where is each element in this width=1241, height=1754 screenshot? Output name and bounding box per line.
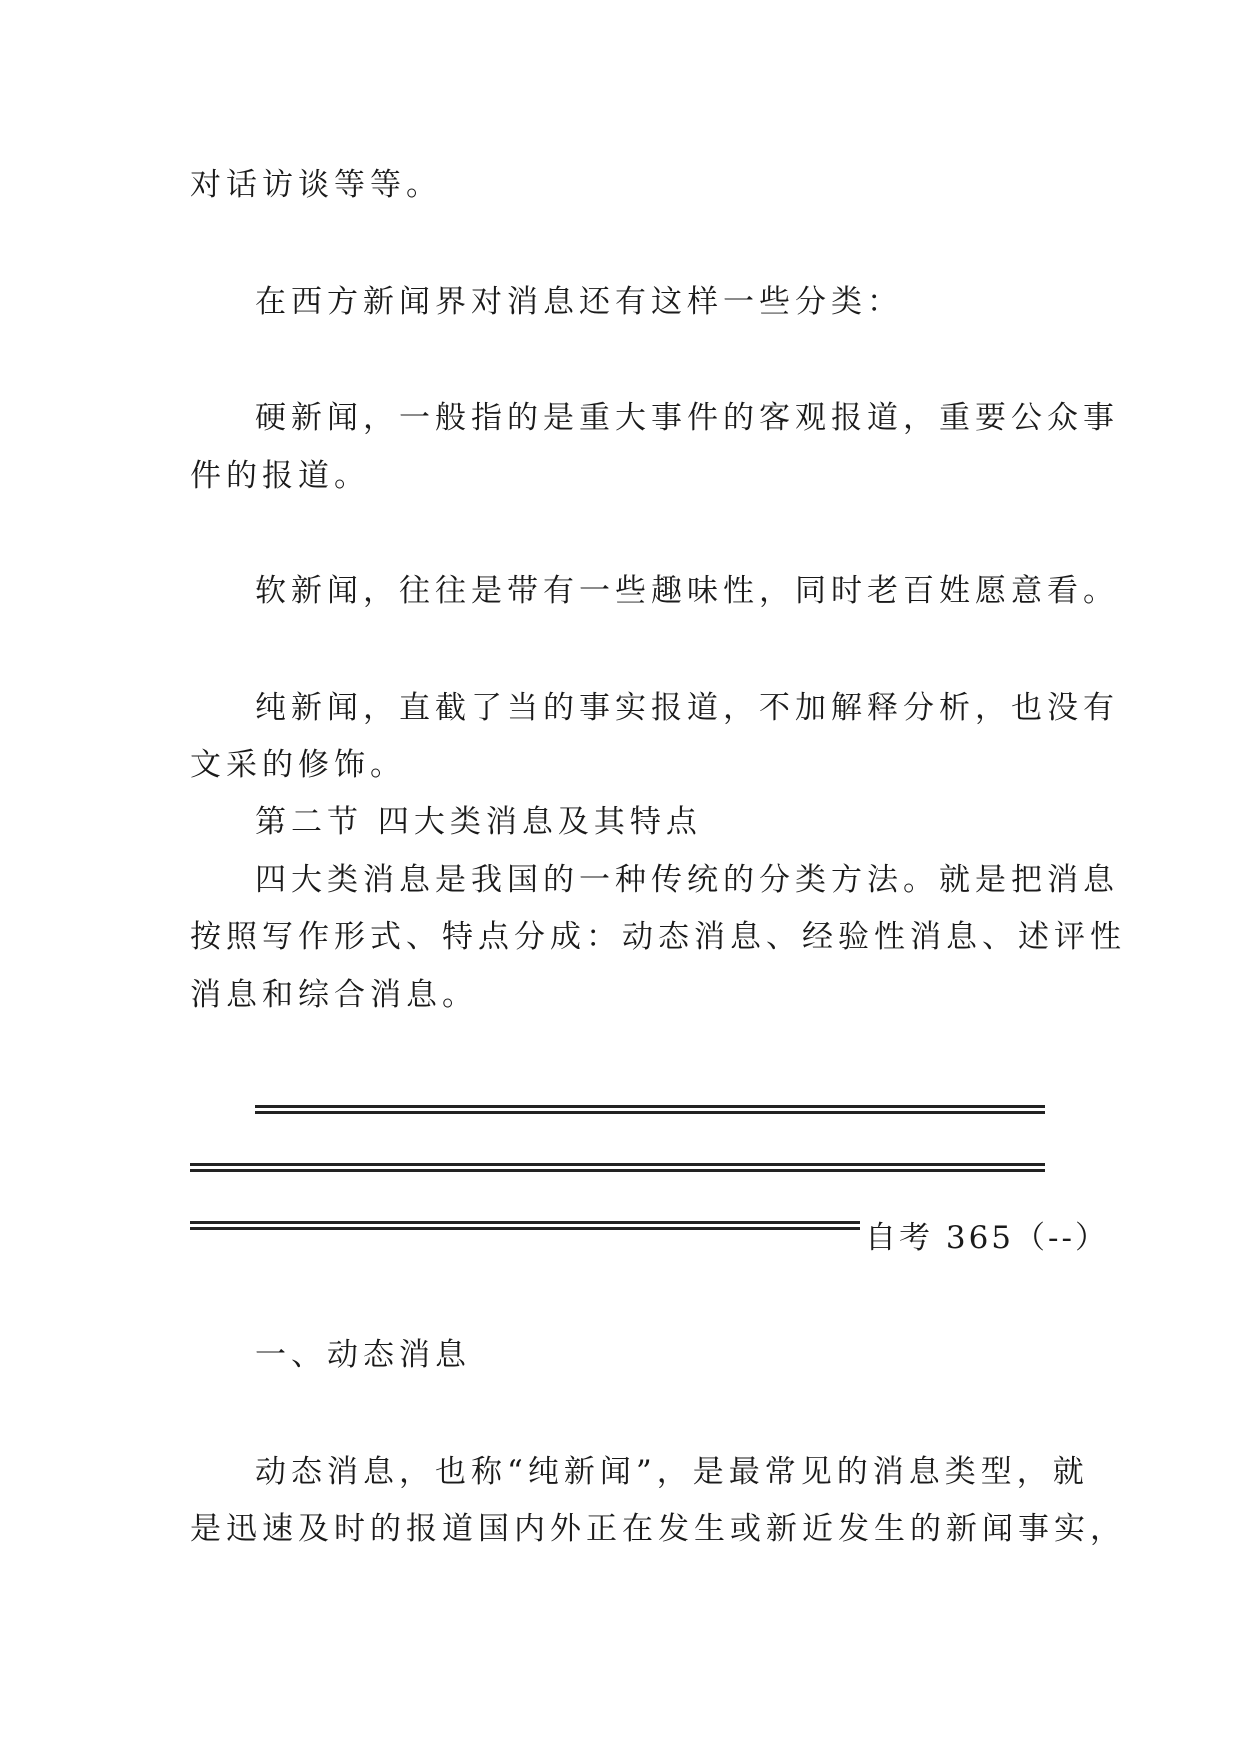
- subsection-heading: 一、动态消息: [255, 1337, 471, 1373]
- separator-rule: [190, 1221, 860, 1230]
- paragraph-line: 在西方新闻界对消息还有这样一些分类：: [255, 284, 903, 320]
- paragraph-line: 动态消息，也称“纯新闻”，是最常见的消息类型，就: [255, 1454, 1089, 1490]
- paragraph-line: 消息和综合消息。: [190, 977, 478, 1013]
- paragraph-line: 按照写作形式、特点分成：动态消息、经验性消息、述评性: [190, 919, 1126, 955]
- paragraph-line: 件的报道。: [190, 458, 370, 494]
- paragraph-line: 纯新闻，直截了当的事实报道，不加解释分析，也没有: [255, 690, 1119, 726]
- separator-rule: [255, 1105, 1045, 1114]
- paragraph-line: 文采的修饰。: [190, 747, 406, 783]
- paragraph-line: 四大类消息是我国的一种传统的分类方法。就是把消息: [255, 862, 1119, 898]
- separator-rule: [190, 1163, 1045, 1172]
- source-note: 自考 365（--）: [865, 1220, 1109, 1256]
- paragraph-line: 硬新闻，一般指的是重大事件的客观报道，重要公众事: [255, 400, 1119, 436]
- paragraph-line: 是迅速及时的报道国内外正在发生或新近发生的新闻事实，: [190, 1511, 1126, 1547]
- paragraph-line: 软新闻，往往是带有一些趣味性，同时老百姓愿意看。: [255, 573, 1119, 609]
- section-heading: 第二节 四大类消息及其特点: [255, 804, 702, 840]
- paragraph-line: 对话访谈等等。: [190, 167, 442, 203]
